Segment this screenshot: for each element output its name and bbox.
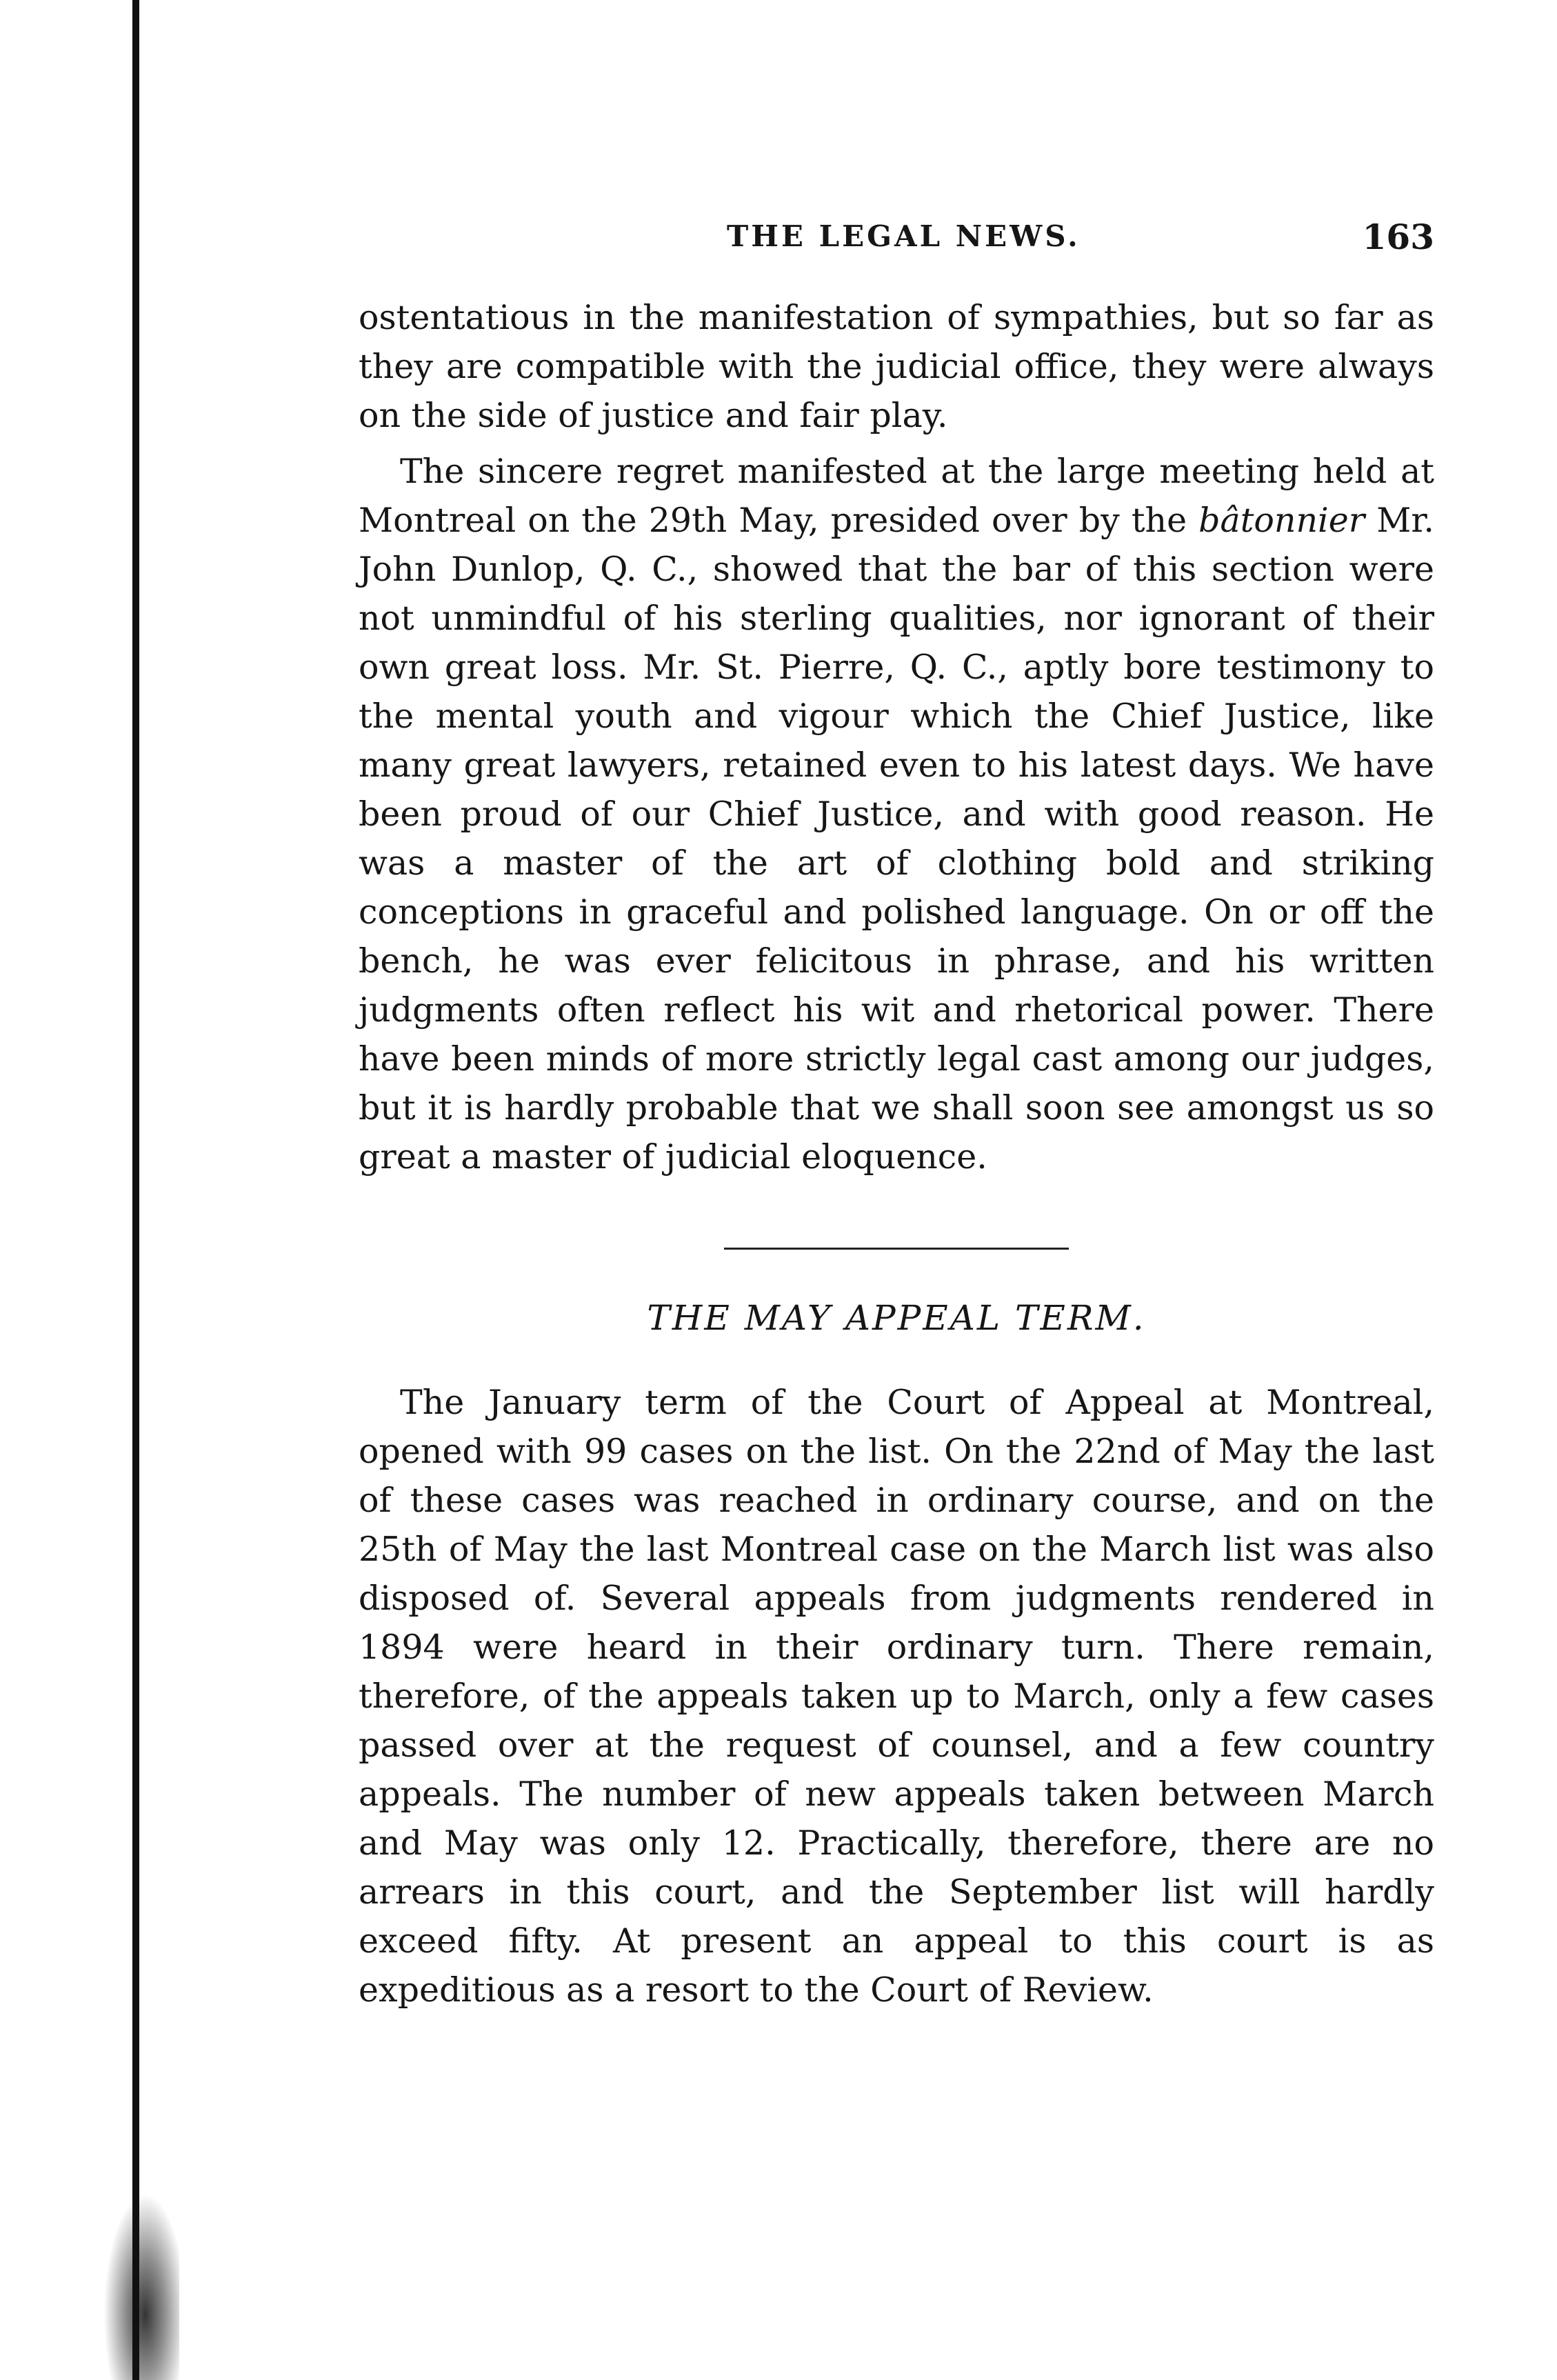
- article-paragraph-2: [359, 447, 1434, 1181]
- page-header: [359, 219, 1434, 261]
- text-column: [359, 293, 1434, 2014]
- article-paragraph-2-part-2: Mr. John Dunlop, Q. C., showed that the bar of this section were not unmindful of his sterling qualities, nor ignorant of their own great loss. Mr. St. Pierre, Q. C., aptly bore testimony to the mental youth and vigour which the Chief Justice, like many great lawyers, retained even to his latest days. We have been proud of our Chief Justice, and with good reason. He was a master of the art of clothing bold and striking conceptions in graceful and polished language. On or off the bench, he was ever felicitous in phrase, and his written judgments often reflect his wit and rhetorical power. There have been minds of more strictly legal cast among our judges, but it is hardly probable that we shall soon see amongst us so great a master of judicial eloquence.: [359, 501, 1434, 1177]
- article-paragraph-1: ostentatious in the manifestation of sympathies, but so far as they are compatible with the judicial office, they were always on the side of justice and fair play.: [359, 298, 1434, 435]
- running-title: THE LEGAL NEWS.: [727, 219, 1081, 253]
- binding-ink-smudge: [103, 2193, 179, 2380]
- section-heading: THE MAY APPEAL TERM.: [647, 1298, 1146, 1338]
- article-paragraph-2-part-1: The sincere regret manifested at the large meeting held at Montreal on the 29th May, presided over by the: [359, 452, 1434, 540]
- section-divider: [724, 1248, 1069, 1250]
- section-paragraph: The January term of the Court of Appeal at Montreal, opened with 99 cases on the list. On the 22nd of May the last of these cases was reached in ordinary course, and on the 25th of May the last Montreal case on the March list was also disposed of. Several appeals from judgments rendered in 1894 were heard in their ordinary turn. There remain, therefore, of the appeals taken up to March, only a few cases passed over at the request of counsel, and a few country appeals. The number of new appeals taken between March and May was only 12. Practically, therefore, there are no arrears in this court, and the September list will hardly exceed fifty. At present an appeal to this court is as expeditious as a resort to the Court of Review.: [359, 1383, 1434, 2010]
- page-number: 163: [1362, 217, 1434, 257]
- binding-edge-line: [132, 0, 139, 2380]
- italic-term-batonnier: bâtonnier: [1198, 501, 1365, 540]
